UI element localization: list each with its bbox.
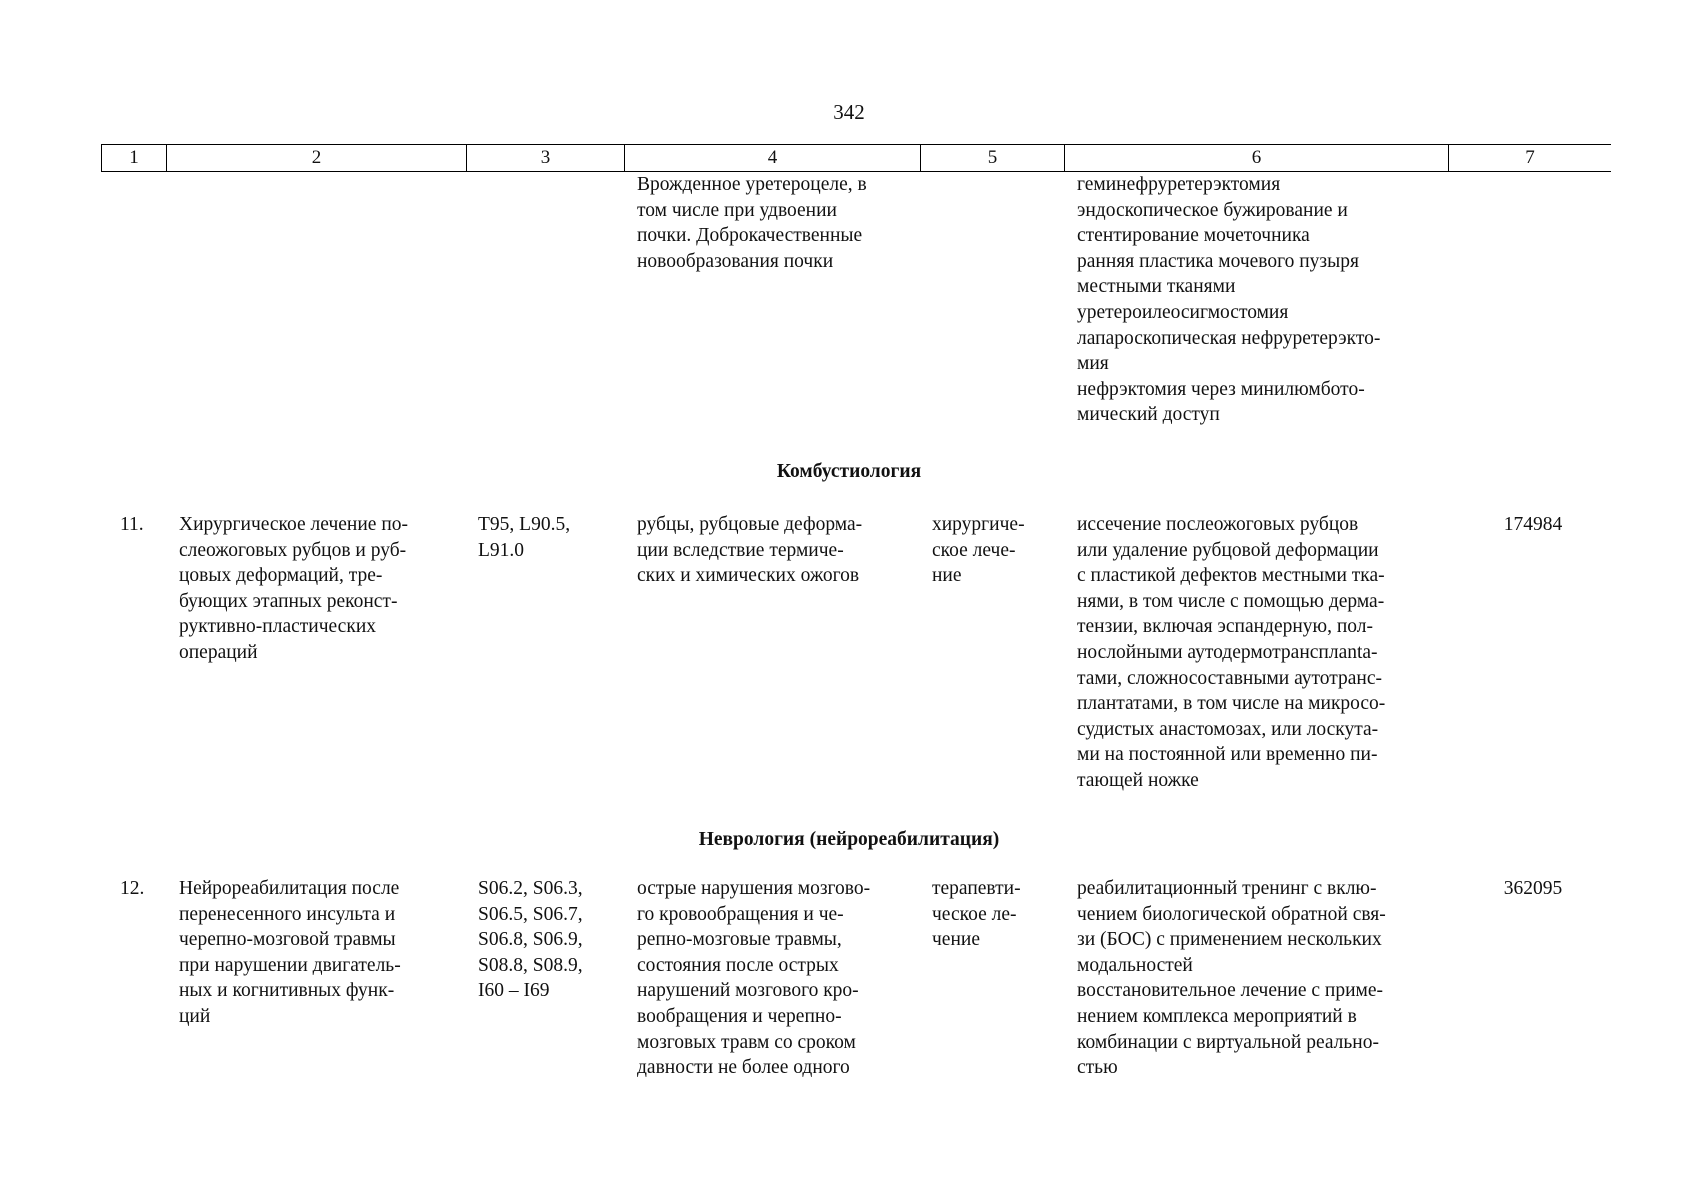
text-line: плантатами, в том числе на микросо- — [1077, 693, 1386, 715]
text-line: мозговых травм со сроком — [637, 1031, 856, 1053]
code-line: S06.5, S06.7, — [478, 903, 583, 925]
text-line: восстановительное лечение с приме- — [1077, 980, 1384, 1002]
text-line: ранняя пластика мочевого пузыря — [1077, 250, 1359, 272]
row-11-col2 — [179, 512, 457, 666]
row-11-col4 — [637, 512, 909, 589]
text-line: нослойными аутодермотрансплanta- — [1077, 641, 1378, 663]
row-number: 11. — [120, 514, 144, 535]
text-line: нями, в том числе с помощью дерма- — [1077, 590, 1385, 612]
text-line: слеожоговых рубцов и руб- — [179, 539, 407, 561]
text-line: Нейрореабилитация после — [179, 878, 400, 899]
text-line: модальностей — [1077, 954, 1193, 976]
text-line: бующих этапных реконст- — [179, 590, 398, 612]
text-line: ций — [179, 1005, 211, 1027]
text-line: Хирургическое лечение по- — [179, 514, 408, 535]
section-title-neurology: Неврология (нейрореабилитация) — [698, 829, 1000, 850]
text-line: чением биологической обратной свя- — [1077, 903, 1386, 925]
text-line: хирургиче- — [932, 514, 1025, 535]
text-line: черепно-мозговой травмы — [179, 929, 396, 951]
row-12-col3 — [478, 876, 618, 1004]
continuation-col4 — [637, 172, 909, 274]
text-line: ских и химических ожогов — [637, 565, 860, 587]
text-line: репно-мозговые травмы, — [637, 929, 842, 951]
text-line: стью — [1077, 1057, 1118, 1079]
row-12-col4 — [637, 876, 909, 1081]
text-line: нением комплекса мероприятий в — [1077, 1005, 1357, 1027]
text-line: с пластикой дефектов местными тка- — [1077, 565, 1385, 587]
code-line: L91.0 — [478, 539, 525, 561]
text-line: го кровообращения и че- — [637, 903, 844, 925]
text-line: эндоскопическое бужирование и — [1077, 199, 1348, 221]
header-col-3: 3 — [467, 145, 625, 171]
header-col-7: 7 — [1525, 147, 1535, 168]
table-header — [101, 144, 1611, 172]
text-line: острые нарушения мозгово- — [637, 878, 871, 899]
header-col-2: 2 — [167, 145, 467, 171]
text-line: нарушений мозгового кро- — [637, 980, 859, 1002]
text-line: геминефруретерэктомия — [1077, 174, 1281, 195]
header-col-6: 6 — [1065, 145, 1449, 171]
text-line: вообращения и черепно- — [637, 1005, 842, 1027]
text-line: ции вследствие термиче- — [637, 539, 844, 561]
row-12-col5 — [932, 876, 1054, 953]
text-line: лапароскопическая нефруретерэкто- — [1077, 327, 1381, 349]
text-line: цовых деформаций, тре- — [179, 565, 383, 587]
row-11-col3 — [478, 512, 618, 563]
text-line: тами, сложносоставными аутотранс- — [1077, 667, 1383, 689]
header-col-5: 5 — [921, 145, 1065, 171]
text-line: местными тканями — [1077, 276, 1236, 298]
text-line: комбинации с виртуальной реально- — [1077, 1031, 1379, 1053]
text-line: том числе при удвоении — [637, 199, 837, 221]
text-line: операций — [179, 641, 258, 663]
section-title-combustiology: Комбустиология — [776, 461, 922, 482]
row-11-col6 — [1077, 512, 1439, 794]
text-line: стентирование мочеточника — [1077, 225, 1310, 247]
page-number: 342 — [833, 100, 865, 124]
code-line: I60 – I69 — [478, 980, 550, 1002]
text-line: тензии, включая эспандерную, пол- — [1077, 616, 1374, 638]
row-12-col6 — [1077, 876, 1439, 1081]
row-11-col5 — [932, 512, 1054, 589]
text-line: уретероилеосигмостомия — [1077, 301, 1289, 323]
row-12-price: 362095 — [1503, 878, 1563, 899]
text-line: нефрэктомия через минилюмбото- — [1077, 378, 1365, 400]
text-line: рубцы, рубцовые деформа- — [637, 514, 863, 535]
text-line: перенесенного инсульта и — [179, 903, 396, 925]
row-11-price: 174984 — [1503, 514, 1563, 535]
code-line: S06.2, S06.3, — [478, 878, 583, 899]
text-line: судистых анастомозах, или лоскута- — [1077, 718, 1379, 740]
text-line: при нарушении двигатель- — [179, 954, 401, 976]
text-line: руктивно-пластических — [179, 616, 376, 638]
text-line: зи (БОС) с применением нескольких — [1077, 929, 1382, 951]
text-line: или удаление рубцовой деформации — [1077, 539, 1379, 561]
text-line: терапевти- — [932, 878, 1021, 899]
text-line: реабилитационный тренинг с вклю- — [1077, 878, 1377, 899]
text-line: чение — [932, 929, 980, 951]
text-line: Врожденное уретероцеле, в — [637, 174, 867, 195]
code-line: S08.8, S08.9, — [478, 954, 583, 976]
text-line: иссечение послеожоговых рубцов — [1077, 514, 1359, 535]
text-line: мический доступ — [1077, 404, 1220, 426]
continuation-col6 — [1077, 172, 1437, 428]
text-line: ных и когнитивных функ- — [179, 980, 395, 1002]
text-line: состояния после острых — [637, 954, 839, 976]
text-line: ние — [932, 565, 962, 587]
text-line: давности не более одного — [637, 1057, 850, 1079]
text-line: почки. Доброкачественные — [637, 225, 863, 247]
code-line: S06.8, S06.9, — [478, 929, 583, 951]
row-number: 12. — [120, 878, 145, 899]
text-line: ческое ле- — [932, 903, 1017, 925]
text-line: тающей ножке — [1077, 769, 1199, 791]
header-col-4: 4 — [625, 145, 921, 171]
text-line: ское лече- — [932, 539, 1016, 561]
text-line: новообразования почки — [637, 250, 834, 272]
code-line: T95, L90.5, — [478, 514, 571, 535]
text-line: мия — [1077, 353, 1109, 375]
text-line: ми на постоянной или временно пи- — [1077, 744, 1378, 766]
header-col-1: 1 — [101, 145, 167, 171]
row-12-col2 — [179, 876, 457, 1030]
